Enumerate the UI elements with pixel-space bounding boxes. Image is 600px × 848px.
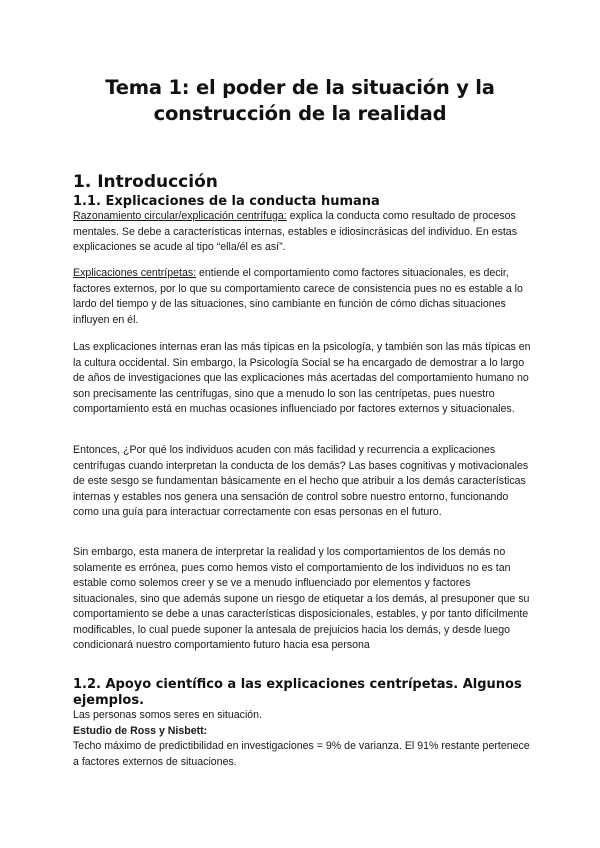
paragraph-entonces: Entonces, ¿Por qué los individuos acuden con más facilidad y recurrencia a explicaciones centrífugas cuando interpretan la conducta de los demás? Las bases cognitivas y motivacionales de este sesgo se fundamentan básicamente en el hecho que atribuir a los demás características internas y estables nos genera una sensación de control sobre nuestro entorno, funcionando como una guía para interactuar correctamente con esas personas en el futuro. [73,444,529,518]
document-title [60,75,540,127]
paragraph-centripetas [73,266,535,328]
subsection-heading-apoyo-cientifico: 1.2. Apoyo científico a las explicaciones centrípetas. Algunos ejemplos. [73,677,522,708]
paragraph-text: explica la conducta como resultado de procesos mentales. Se debe a características internas, estables e idiosincrásicas del individuo. En estas explicaciones se acude al tipo “ella/él es así”. [73,210,517,253]
title-line-2: construcción de la realidad [153,102,447,125]
paragraph-seres-en-situacion: Las personas somos seres en situación. [73,709,263,721]
paragraph-predictibilidad: Techo máximo de predictibilidad en investigaciones = 9% de varianza. El 91% restante pertenece a factores externos de situaciones. [73,740,530,768]
term-razonamiento-circular: Razonamiento circular/explicación centrífuga: [73,210,287,222]
paragraph-centrifuga [73,209,535,256]
subsection-heading-explicaciones: 1.1. Explicaciones de la conducta humana [73,194,380,209]
paragraph-explicaciones-internas: Las explicaciones internas eran las más típicas en la psicología, y también son las más típicas en la cultura occidental. Sin embargo, la Psicología Social se ha encargado de demostrar a lo largo de años de investigaciones que las explicaciones más acertadas del comportamiento humano no son precisamente las centrífugas, sino que a menudo lo son las centrípetas, pues nuestro comportamiento está en muchas ocasiones influenciado por factores externos y situacionales. [73,341,531,415]
title-line-1: Tema 1: el poder de la situación y la [105,76,495,99]
study-label-ross-nisbett: Estudio de Ross y Nisbett: [73,725,208,737]
paragraph-text: entiende el comportamiento como factores situacionales, es decir, factores externos, por lo que su comportamiento carece de consistencia pues no es estable a lo lardo del tiempo y de las situaciones, sino cambiante en función de cómo dichas situaciones influyen en él. [73,267,523,326]
paragraph-sin-embargo: Sin embargo, esta manera de interpretar la realidad y los comportamientos de los demás no solamente es errónea, pues como hemos visto el comportamiento de los individuos no es tan estable como solemos creer y se ve a menudo influenciado por elementos y factores situacionales, sino que además supone un riesgo de etiquetar a los demás, al presuponer que su comportamiento se debe a unas características disposicionales, estables, y por tanto difícilmente modificables, lo cual puede suponer la antesala de prejuicios hacia los demás, y desde luego condicionará nuestro comportamiento futuro hacia esa persona [73,546,530,651]
section-heading-introduccion: 1. Introducción [73,172,218,192]
term-explicaciones-centripetas: Explicaciones centrípetas: [73,267,197,279]
